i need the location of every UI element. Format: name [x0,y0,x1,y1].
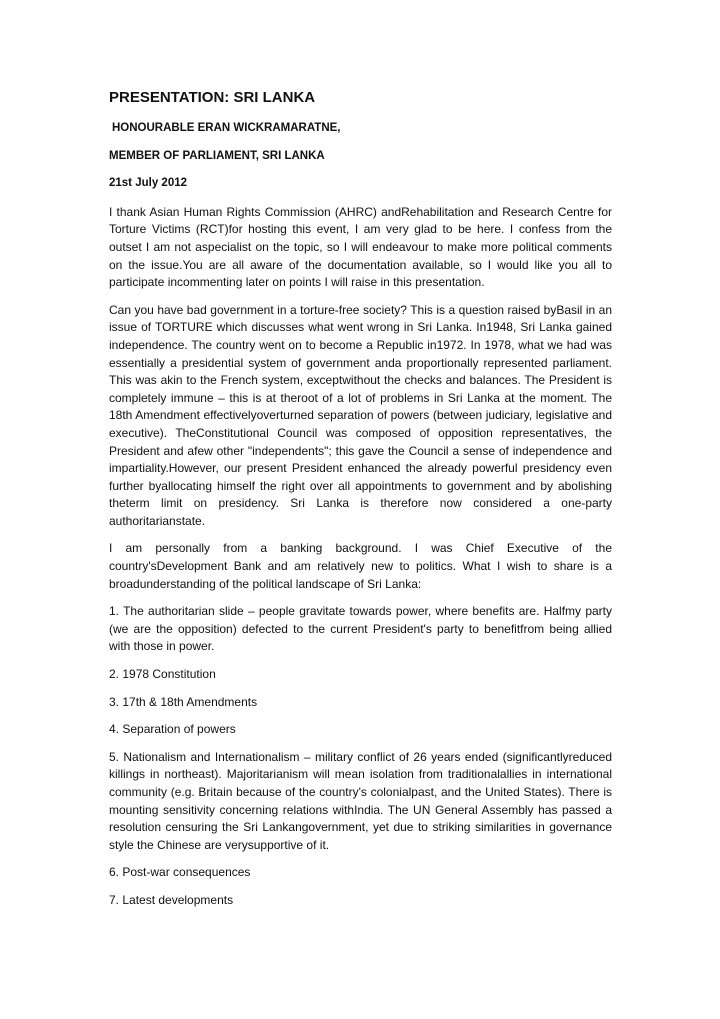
paragraph-background: I am personally from a banking background. I was Chief Executive of the country'sDevelopment Bank and am relatively new to politics. What I wish to share is a broadunderstanding of the political landscape of Sri Lanka: [109,541,612,591]
speaker-position: MEMBER OF PARLIAMENT, SRI LANKA [109,149,325,162]
document-page [109,88,612,920]
document-title: PRESENTATION: SRI LANKA [109,89,316,106]
presentation-date: 21st July 2012 [109,177,188,190]
list-item: 5. Nationalism and Internationalism – military conflict of 26 years ended (significantlyreduced killings in northeast). Majoritarianism will mean isolation from traditionalallies in international community (e.g. Britain because of the country's colonialpast, and the United States). There is mounting sensitivity concerning relations withIndia. The UN General Assembly has passed a resolution censuring the Sri Lankangovernment, yet due to striking similarities in governance style the Chinese are verysupportive of it. [109,749,612,852]
paragraph-bad-government: Can you have bad government in a torture-free society? This is a question raised byBasil in an issue of TORTURE which discusses what went wrong in Sri Lanka. In1948, Sri Lanka gained independence. The country went on to become a Republic in1972. In 1978, what we had was essentially a presidential system of government anda proportionally represented parliament. This was akin to the French system, exceptwithout the checks and balances. The President is completely immune – this is at theroot of a lot of problems in Sri Lanka at the moment. The 18th Amendment effectivelyoverturned separation of powers (between judiciary, legislative and executive). TheConstitutional Council was composed of opposition representatives, the President and afew other "independents"; this gave the Council a sense of independence and impartiality.However, our present President enhanced the already powerful presidency even further byallocating himself the right over all appointments to government and by abolishing theterm limit on presidency. Sri Lanka is therefore now considered a one-party authoritarianstate. [109,302,612,528]
list-item: 2. 1978 Constitution [109,667,216,682]
paragraph-intro: I thank Asian Human Rights Commission (AHRC) andRehabilitation and Research Centre for Torture Victims (RCT)for hosting this event, I am very glad to be here. I confess from the outset I am not aspecialist on the topic, so I will endeavour to make more political comments on the issue.You are all aware of the documentation available, so I would like you all to participate incommenting later on points I will raise in this presentation. [109,204,612,290]
list-item: 4. Separation of powers [109,722,236,737]
list-item: 1. The authoritarian slide – people gravitate towards power, where benefits are. Halfmy party (we are the opposition) defected to the current President's party to benefitfrom being allied with those in power. [109,604,612,654]
speaker-name: HONOURABLE ERAN WICKRAMARATNE, [112,122,341,134]
list-item: 7. Latest developments [109,892,234,907]
list-item: 6. Post-war consequences [109,865,251,880]
list-item: 3. 17th & 18th Amendments [109,694,258,709]
